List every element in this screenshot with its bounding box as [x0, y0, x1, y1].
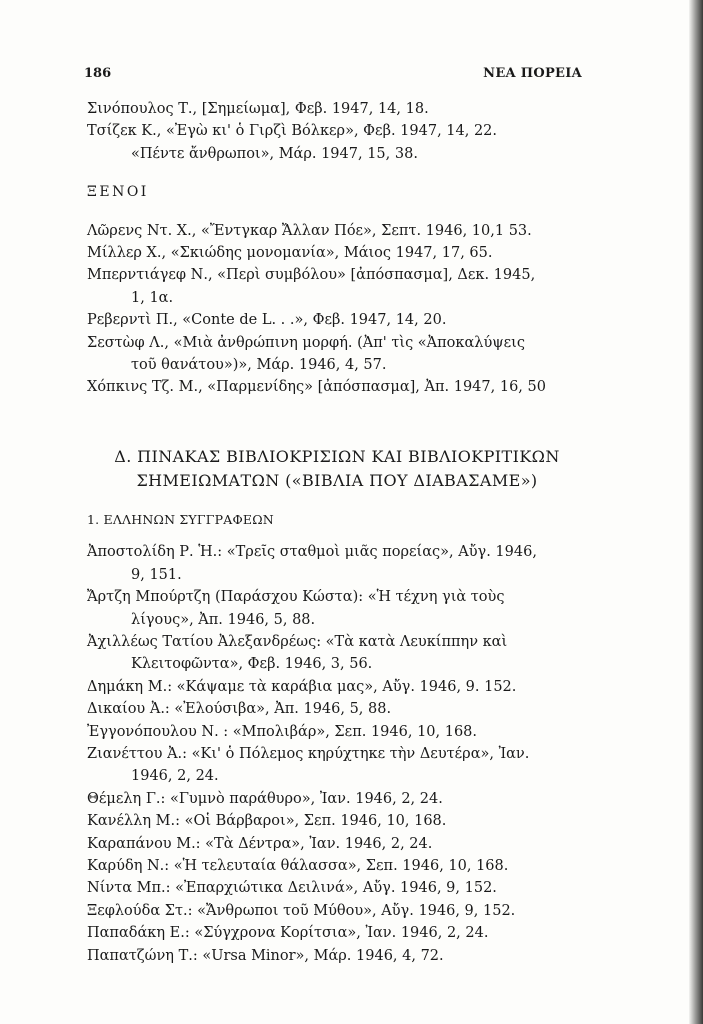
bibliography-entry: Λῶρενς Ντ. Χ., «Ἔντγκαρ Ἄλλαν Πόε», Σεπτ. 1946, 10,1 53. [87, 222, 532, 239]
section-heading-xenoi: ΞΕΝΟΙ [87, 184, 149, 201]
bibliography-entry-continuation: 1946, 2, 24. [131, 768, 219, 785]
bibliography-entry: Τσίζεκ Κ., «Ἐγὼ κι' ὁ Γιρζὶ Βόλκερ», Φεβ. 1947, 14, 22. [87, 123, 498, 140]
bibliography-entry: Χόπκινς Τζ. Μ., «Παρμενίδης» [ἀπόσπασμα], Ἀπ. 1947, 16, 50 [87, 379, 546, 396]
bibliography-entry: Μίλλερ Χ., «Σκιώδης μονομανία», Μάιος 1947, 17, 65. [87, 245, 493, 262]
page-content [87, 98, 587, 967]
bibliography-entry-continuation: Κλειτοφῶντα», Φεβ. 1946, 3, 56. [131, 656, 373, 673]
subsection-heading-greek-authors: 1. ΕΛΛΗΝΩΝ ΣΥΓΓΡΑΦΕΩΝ [87, 511, 274, 527]
entries-top [87, 98, 587, 165]
journal-title: ΝΕΑ ΠΟΡΕΙΑ [483, 66, 582, 81]
bibliography-entry: Καραπάνου Μ.: «Τὰ Δέντρα», Ἰαν. 1946, 2, 24. [87, 835, 433, 852]
entries-xenoi [87, 220, 587, 399]
bibliography-entry: Ἀχιλλέως Τατίου Ἀλεξανδρέως: «Τὰ κατὰ Λευκίππην καὶ [87, 633, 508, 650]
bibliography-entry-continuation: λίγους», Ἀπ. 1946, 5, 88. [131, 611, 316, 628]
bibliography-entry: Ἐγγονόπουλου Ν. : «Μπολιβάρ», Σεπ. 1946, 10, 168. [87, 723, 478, 740]
page-header [84, 66, 582, 84]
bibliography-entry-continuation: 9, 151. [131, 566, 182, 583]
bibliography-entry-continuation: «Πέντε ἄνθρωποι», Μάρ. 1947, 15, 38. [131, 145, 418, 162]
bibliography-entry: Θέμελη Γ.: «Γυμνὸ παράθυρο», Ἰαν. 1946, 2, 24. [87, 790, 443, 807]
bibliography-entry-continuation: τοῦ θανάτου»)», Μάρ. 1946, 4, 57. [131, 357, 387, 374]
bibliography-entry-continuation: 1, 1α. [131, 289, 174, 306]
bibliography-entry: Σεστὼφ Λ., «Μιὰ ἀνθρώπινη μορφή. (Ἀπ' τὶς «Ἀποκαλύψεις [87, 334, 525, 351]
bibliography-entry: Καρύδη Ν.: «Ἡ τελευταία θάλασσα», Σεπ. 1946, 10, 168. [87, 857, 509, 874]
bibliography-entry: Μπερντιάγεφ Ν., «Περὶ συμβόλου» [ἀπόσπασμα], Δεκ. 1945, [87, 267, 536, 284]
entries-greek [87, 541, 587, 967]
bibliography-entry: Ἀποστολίδη Ρ. Ἡ.: «Τρεῖς σταθμοὶ μιᾶς πορείας», Αὔγ. 1946, [87, 544, 537, 561]
bibliography-entry: Ἄρτζη Μπούρτζη (Παράσχου Κώστα): «Ἡ τέχνη γιὰ τοὺς [87, 589, 505, 606]
bibliography-entry: Ζιανέττου Ἀ.: «Κι' ὁ Πόλεμος κηρύχτηκε τὴν Δευτέρα», Ἰαν. [87, 745, 530, 762]
bibliography-entry: Δικαίου Ἀ.: «Ἐλούσιβα», Ἀπ. 1946, 5, 88. [87, 701, 392, 718]
section-d-title-line: ΣΗΜΕΙΩΜΑΤΩΝ («ΒΙΒΛΙΑ ΠΟΥ ΔΙΑΒΑΣΑΜΕ») [136, 470, 538, 490]
bibliography-entry: Κανέλλη Μ.: «Οἱ Βάρβαροι», Σεπ. 1946, 10, 168. [87, 813, 447, 830]
section-d-title [87, 445, 587, 493]
bibliography-entry: Σινόπουλος Τ., [Σημείωμα], Φεβ. 1947, 14, 18. [87, 101, 429, 117]
bibliography-entry: Ρεβερντὶ Π., «Conte de L. . .», Φεβ. 1947, 14, 20. [87, 312, 447, 329]
section-d-title-line: Δ. ΠΙΝΑΚΑΣ ΒΙΒΛΙΟΚΡΙΣΙΩΝ ΚΑΙ ΒΙΒΛΙΟΚΡΙΤΙΚΩΝ [114, 446, 560, 466]
bibliography-entry: Παπαδάκη Ε.: «Σύγχρονα Κορίτσια», Ἰαν. 1946, 2, 24. [87, 925, 489, 942]
bibliography-entry: Δημάκη Μ.: «Κάψαμε τὰ καράβια μας», Αὔγ. 1946, 9. 152. [87, 678, 517, 695]
bibliography-entry: Ξεφλούδα Στ.: «Ἄνθρωποι τοῦ Μύθου», Αὔγ. 1946, 9, 152. [87, 902, 516, 919]
bibliography-entry: Παπατζώνη Τ.: «Ursa Minor», Μάρ. 1946, 4, 72. [87, 947, 444, 964]
page-edge-shadow [689, 0, 703, 1024]
page-number: 186 [84, 66, 112, 81]
bibliography-entry: Νίντα Μπ.: «Ἐπαρχιώτικα Δειλινά», Αὔγ. 1946, 9, 152. [87, 880, 497, 897]
